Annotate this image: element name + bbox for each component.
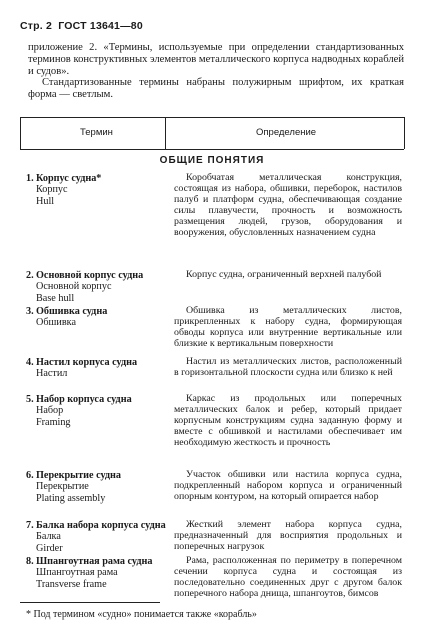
term-english: Framing	[36, 416, 71, 428]
term-name: Балка набора корпуса судна	[36, 520, 166, 531]
term-entry-4	[26, 357, 156, 380]
page-header	[20, 20, 143, 32]
definition-5	[174, 394, 402, 449]
page-number: Стр. 2	[20, 20, 53, 32]
term-short-form: Набор	[36, 405, 64, 417]
term-name: Корпус судна*	[36, 173, 102, 184]
term-name: Набор корпуса судна	[36, 394, 132, 405]
definition-text: Обшивка из металлических листов, прикрепленных к набору судна, формирующая обводы корпуса или внутренние вертикальные или близкие к вертикальным поверхности	[174, 305, 402, 349]
definition-7	[174, 520, 402, 553]
table-top-rule	[20, 117, 404, 118]
definition-6	[174, 470, 402, 503]
term-english: Base hull	[36, 292, 75, 304]
definition-2	[174, 270, 402, 281]
intro-text	[28, 42, 404, 101]
intro-paragraph-1: приложение 2. «Термины, используемые при определении стандартизованных терминов конструктивных элементов металлического корпуса надводных кораблей и судов».	[28, 42, 404, 77]
term-short-form: Шпангоутная рама	[36, 567, 118, 579]
term-entry-7	[26, 520, 166, 554]
table-right-border	[404, 117, 405, 149]
standard-number: ГОСТ 13641—80	[58, 20, 143, 32]
term-short-form: Основной корпус	[36, 281, 112, 293]
definition-1	[174, 173, 402, 238]
term-english: Hull	[36, 195, 55, 207]
term-number: 8.	[26, 556, 34, 567]
term-entry-1	[26, 173, 156, 207]
definition-4	[174, 357, 402, 379]
term-name: Перекрытие судна	[36, 470, 122, 481]
term-number: 6.	[26, 470, 34, 481]
term-number: 3.	[26, 306, 34, 317]
term-number: 5.	[26, 394, 34, 405]
term-entry-6	[26, 470, 156, 504]
term-english: Girder	[36, 542, 63, 554]
term-english: Plating assembly	[36, 492, 106, 504]
term-number: 1.	[26, 173, 34, 184]
definition-3	[174, 306, 402, 350]
section-title: ОБЩИЕ ПОНЯТИЯ	[159, 155, 265, 166]
term-short-form: Обшивка	[36, 317, 76, 329]
term-short-form: Настил	[36, 368, 68, 380]
footnote: * Под термином «судно» понимается также «корабль»	[26, 609, 257, 620]
term-name: Настил корпуса судна	[36, 357, 138, 368]
table-left-border	[20, 117, 21, 149]
definition-text: Корпус судна, ограниченный верхней палубой	[186, 269, 382, 280]
definition-text: Каркас из продольных или поперечных металлических балок и ребер, который придает корпусным конструкциям судна заданную форму и вместе с обшивкой и настилами обеспечивает им необходимую жесткость и прочность	[174, 393, 402, 448]
intro-paragraph-2: Стандартизованные термины набраны полужирным шрифтом, их краткая форма — светлым.	[28, 77, 404, 101]
definition-text: Жесткий элемент набора корпуса судна, предназначенный для восприятия продольных и поперечных нагрузок	[174, 519, 402, 552]
definition-text: Настил из металлических листов, расположенный в горизонтальной плоскости судна или близко к ней	[174, 356, 402, 378]
column-header-term: Термин	[80, 127, 113, 138]
term-entry-2	[26, 270, 156, 304]
term-name: Шпангоутная рама судна	[36, 556, 153, 567]
footnote-rule	[20, 602, 160, 603]
term-number: 7.	[26, 520, 34, 531]
term-name: Основной корпус судна	[36, 270, 144, 281]
term-entry-8	[26, 556, 156, 590]
term-number: 2.	[26, 270, 34, 281]
definition-text: Коробчатая металлическая конструкция, состоящая из набора, обшивки, переборок, настилов палуб и платформ судна, обеспечивающая создание силы плавучести, прочность и возможность размещения людей, грузов, оборудования и вооружения, обусловленных назначением судна	[174, 172, 402, 238]
definition-text: Участок обшивки или настила корпуса судна, подкрепленный набором корпуса и ограниченный опорным контуром, на который опирается набор	[174, 469, 402, 502]
term-name: Обшивка судна	[36, 306, 108, 317]
term-entry-5	[26, 394, 156, 428]
term-english: Transverse frame	[36, 578, 107, 590]
term-short-form: Перекрытие	[36, 481, 89, 493]
term-short-form: Балка	[36, 531, 61, 543]
column-header-definition: Определение	[256, 127, 317, 138]
table-header-rule	[20, 149, 404, 150]
term-number: 4.	[26, 357, 34, 368]
definition-text: Рама, расположенная по периметру в поперечном сечении корпуса судна и состоящая из последовательно соединенных друг с другом балок поперечного набора днища, шпангоутов, бимсов	[174, 555, 402, 599]
term-entry-3	[26, 306, 156, 329]
definition-8	[174, 556, 402, 600]
table-column-divider	[165, 117, 166, 149]
term-short-form: Корпус	[36, 184, 68, 196]
